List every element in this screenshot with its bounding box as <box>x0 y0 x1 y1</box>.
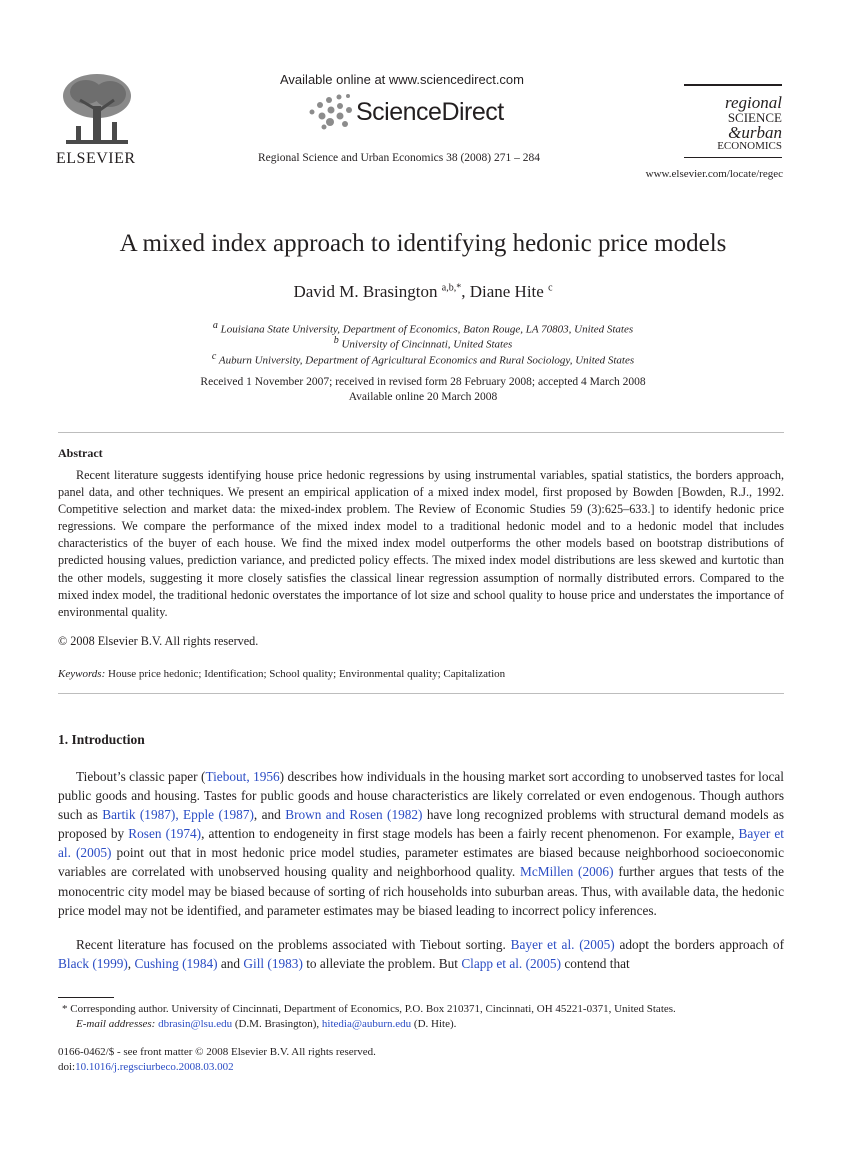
affiliation: $^b$ University of Cincinnati, United States <box>333 335 513 351</box>
available-online-date: Available online 20 March 2008 <box>348 391 498 403</box>
citation-link[interactable]: Rosen (1974) <box>128 826 202 842</box>
author-list: David M. Brasington $^{a,b,*}$, Diane Hite $^c$ <box>293 282 553 301</box>
sciencedirect-wordmark: ScienceDirect <box>356 98 504 126</box>
email-link[interactable]: hitedia@auburn.edu <box>321 1018 412 1030</box>
citation-link[interactable]: Brown and Rosen (1982) <box>285 807 423 823</box>
available-online-line[interactable]: Available online at www.sciencedirect.com <box>280 72 524 87</box>
email-link[interactable]: dbrasin@lsu.edu <box>158 1018 233 1030</box>
author-name[interactable]: Diane Hite <box>469 282 544 301</box>
email-addresses: E-mail addresses: dbrasin@lsu.edu (D.M. Brasington), hitedia@auburn.edu (D. Hite). <box>76 1018 457 1030</box>
journal-logo-line: regional <box>725 93 782 112</box>
citation-link[interactable]: Black (1999) <box>58 956 128 972</box>
body-paragraph: Tiebout’s classic paper (Tiebout, 1956) describes how individuals in the housing market sort according to unobserved tastes for local public goods and housing. Tastes for public goods and house characteristics are likely correlated or even endogenous. Though authors such as Bartik (1987), Epple (1987), and Brown and Rosen (1982) have long recognized problems with structural demand models as proposed by Rosen (1974), attention to endogeneity in first stage models has been a fairly recent phenomenon. For example, Bayer et al. (2005) point out that in most hedonic price model studies, parameter estimates are biased because neighborhood socioeconomic variables are correlated with unobserved housing quality and neighborhood quality. McMillen (2006) further argues that tests of the monocentric city model may be biased because of sorting of rich households into suburban areas. Thus, with available data, the hedonic price model may not be identified, and parameter estimates may be biased leading to incorrect policy inferences. <box>58 769 785 918</box>
author-name[interactable]: David M. Brasington <box>293 282 438 301</box>
citation-link[interactable]: Clapp et al. (2005) <box>461 956 562 972</box>
footnote-rule <box>58 997 114 998</box>
citation-link[interactable]: McMillen (2006) <box>520 864 614 880</box>
journal-logo-rule <box>684 84 782 86</box>
author-affiliation-marks: a,b,* <box>441 282 462 294</box>
journal-logo-rule <box>684 157 782 158</box>
affiliation: $^a$ Louisiana State University, Department of Economics, Baton Rouge, LA 70803, United States <box>212 320 634 336</box>
article-title: A mixed index approach to identifying hedonic price models <box>119 230 727 257</box>
journal-logo-line: ECONOMICS <box>717 140 782 152</box>
doi-line: doi:10.1016/j.regsciurbeco.2008.03.002 <box>58 1061 234 1073</box>
abstract-body: Recent literature suggests identifying house price hedonic regressions by using instrumental variables, spatial statistics, the borders approach, panel data, and other techniques. We present an empirical application of a mixed index model, first proposed by Bowden [Bowden, R.J., 1992. Competitive selection and market data: the mixed-index problem. The Review of Economic Studies 59 (3):625–633.] to identify hedonic price regressions. We compare the performance of the mixed index model to a traditional hedonic model and to a hedonic model that includes characteristics of the buyer of each house. We find the mixed index model outperforms the other models based on bootstrap distributions of predicted housing values, prediction variance, and predicted policy effects. The mixed index model distributions are less skewed and kurtotic than the other models, suggesting it more closely satisfies the classical linear regression assumption of normally distributed errors. Compared to the mixed index model, the traditional hedonic overstates the importance of lot size and school quality to house price and understates the importance of environmental quality. <box>58 468 784 619</box>
citation-link[interactable]: Bayer et al. (2005) <box>510 937 615 952</box>
abstract-heading: Abstract <box>58 446 103 460</box>
divider <box>58 693 784 694</box>
journal-url[interactable]: www.elsevier.com/locate/regec <box>645 168 783 180</box>
citation-link[interactable]: Bayer et al. (2005) <box>58 826 784 861</box>
divider <box>58 432 784 433</box>
journal-citation: Regional Science and Urban Economics 38 (2008) 271 – 284 <box>258 152 541 164</box>
abstract-copyright: © 2008 Elsevier B.V. All rights reserved. <box>58 634 259 648</box>
body-paragraph: Recent literature has focused on the problems associated with Tiebout sorting. Bayer et al. (2005) adopt the borders approach of Black (1999), Cushing (1984) and Gill (1983) to alleviate the problem. But Clapp et al. (2005) contend that <box>58 937 784 972</box>
journal-logo-line: &urban <box>728 123 782 142</box>
author-affiliation-marks: c <box>548 282 553 294</box>
corresponding-author-note: * Corresponding author. University of Cincinnati, Department of Economics, P.O. Box 210371, Cincinnati, OH 45221-0371, United States. <box>62 1003 676 1015</box>
publisher-name: ELSEVIER <box>56 150 136 167</box>
citation-link[interactable]: Gill (1983) <box>243 956 303 972</box>
affiliation: $^c$ Auburn University, Department of Agricultural Economics and Rural Sociology, United States <box>211 351 635 367</box>
journal-logo-line: SCIENCE <box>727 110 782 125</box>
section-heading: 1. Introduction <box>58 732 145 747</box>
issn-line: 0166-0462/$ - see front matter © 2008 Elsevier B.V. All rights reserved. <box>58 1046 376 1058</box>
elsevier-tree-logo <box>56 70 138 152</box>
received-dates: Received 1 November 2007; received in revised form 28 February 2008; accepted 4 March 2008 <box>200 376 646 388</box>
citation-link[interactable]: Tiebout, 1956 <box>205 769 280 784</box>
citation-link[interactable]: Cushing (1984) <box>134 956 218 972</box>
keywords: Keywords: House price hedonic; Identification; School quality; Environmental quality; Capitalization <box>58 668 506 680</box>
doi-link[interactable]: 10.1016/j.regsciurbeco.2008.03.002 <box>75 1061 234 1073</box>
citation-link[interactable]: Bartik (1987), Epple (1987) <box>102 807 254 823</box>
